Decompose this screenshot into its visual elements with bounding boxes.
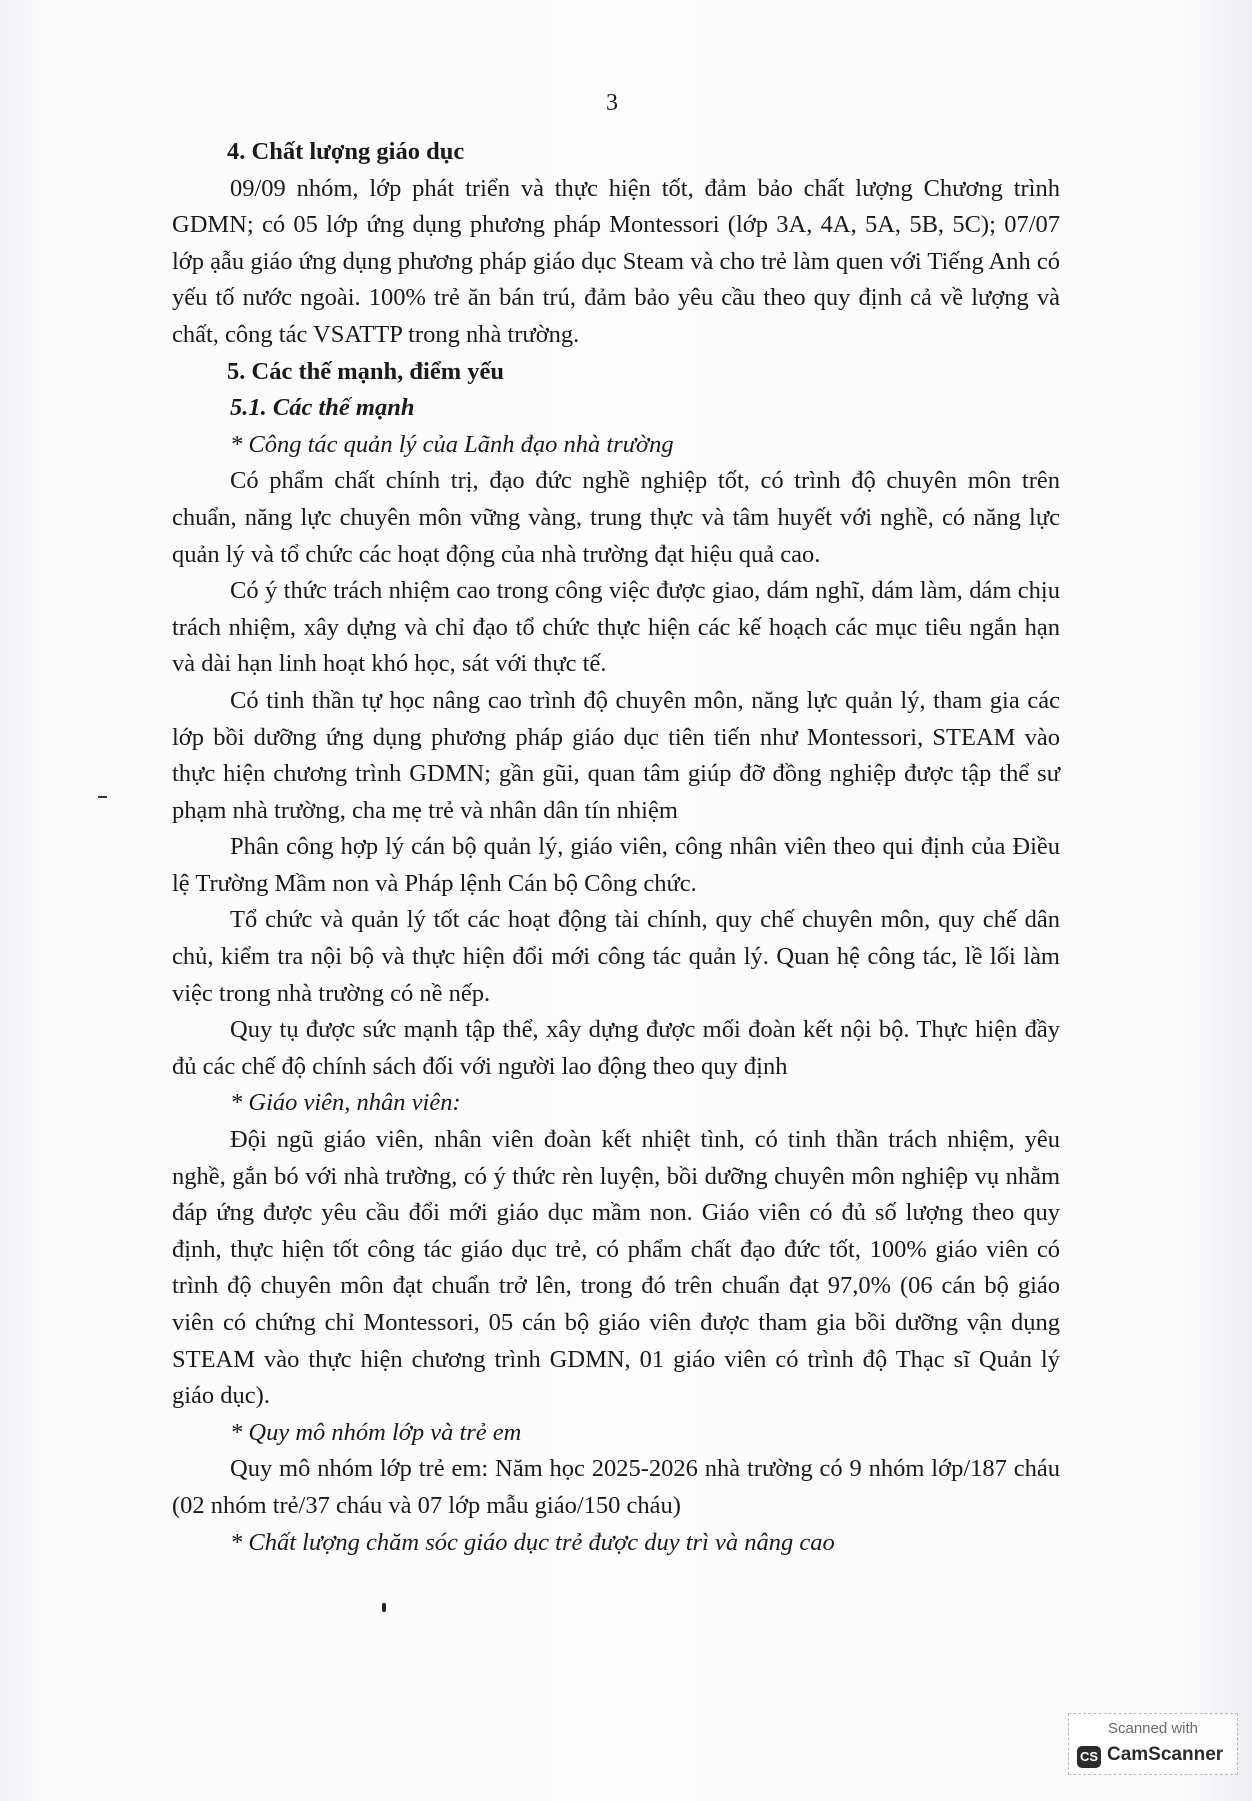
paragraph-self-study: Có tinh thần tự học nâng cao trình độ chuyên môn, năng lực quản lý, tham gia các lớp bồi dưỡng ứng dụng phương pháp giáo dục tiên tiến như Montessori, STEAM vào thực hiện chương trình GDMN; gần gũi, quan tâm giúp đỡ đồng nghiệp được tập thể sư phạm nhà trường, cha mẹ trẻ và nhân dân tín nhiệm <box>172 686 1060 824</box>
paragraph-teachers-staff: Đội ngũ giáo viên, nhân viên đoàn kết nhiệt tình, có tinh thần trách nhiệm, yêu nghề, gắn bó với nhà trường, có ý thức rèn luyện, bồi dưỡng chuyên môn nghiệp vụ nhằm đáp ứng được yêu cầu đổi mới giáo dục mầm non. Giáo viên có đủ số lượng theo quy định, thực hiện tốt công tác giáo dục trẻ, có phẩm chất đạo đức tốt, 100% giáo viên có trình độ chuyên môn đạt chuẩn trở lên, trong đó trên chuẩn đạt 97,0% (06 cán bộ giáo viên có chứng chỉ Montessori, 05 cán bộ giáo viên được tham gia bồi dưỡng vận dụng STEAM vào thực hiện chương trình GDMN, 01 giáo viên có trình độ Thạc sĩ Quản lý giáo dục). <box>172 1126 1060 1410</box>
page-number: 3 <box>606 90 618 116</box>
paragraph-responsibility: Có ý thức trách nhiệm cao trong công việc được giao, dám nghĩ, dám làm, dám chịu trách nhiệm, xây dựng và chỉ đạo tổ chức thực hiện các kế hoạch các mục tiêu ngắn hạn và dài hạn linh hoạt khó học, sát với thực tế. <box>172 577 1060 678</box>
subheading-class-scale: * Quy mô nhóm lớp và trẻ em <box>230 1418 522 1446</box>
document-body <box>172 134 1060 1561</box>
paragraph-political-quality: Có phẩm chất chính trị, đạo đức nghề nghiệp tốt, có trình độ chuyên môn trên chuẩn, năng lực chuyên môn vững vàng, trung thực và tâm huyết với nghề, có năng lực quản lý và tổ chức các hoạt động của nhà trường đạt hiệu quả cao. <box>172 467 1060 568</box>
subheading-care-quality: * Chất lượng chăm sóc giáo dục trẻ được duy trì và nâng cao <box>230 1528 835 1556</box>
paragraph-collective-strength: Quy tụ được sức mạnh tập thể, xây dựng được mối đoàn kết nội bộ. Thực hiện đầy đủ các chế độ chính sách đối với người lao động theo quy định <box>172 1016 1060 1080</box>
paragraph-class-scale: Quy mô nhóm lớp trẻ em: Năm học 2025-2026 nhà trường có 9 nhóm lớp/187 cháu (02 nhóm trẻ/37 cháu và 07 lớp mẫu giáo/150 cháu) <box>172 1455 1060 1519</box>
camscanner-watermark <box>1068 1713 1238 1775</box>
heading-strengths-weaknesses: 5. Các thế mạnh, điểm yếu <box>227 357 504 385</box>
camscanner-name: CamScanner <box>1107 1744 1224 1765</box>
subheading-management: * Công tác quản lý của Lãnh đạo nhà trường <box>230 430 674 458</box>
paragraph-assignment: Phân công hợp lý cán bộ quản lý, giáo viên, công nhân viên theo qui định của Điều lệ Trường Mầm non và Pháp lệnh Cán bộ Công chức. <box>172 833 1060 897</box>
heading-education-quality: 4. Chất lượng giáo dục <box>227 138 465 165</box>
scanned-with-text: Scanned with <box>1107 1720 1199 1737</box>
margin-mark <box>98 796 107 798</box>
subheading-teachers-staff: * Giáo viên, nhân viên: <box>230 1089 461 1117</box>
paragraph-finance-management: Tổ chức và quản lý tốt các hoạt động tài chính, quy chế chuyên môn, quy chế dân chủ, kiểm tra nội bộ và thực hiện đổi mới công tác quản lý. Quan hệ công tác, lề lối làm việc trong nhà trường có nề nếp. <box>172 906 1060 1007</box>
paragraph-education-quality: 09/09 nhóm, lớp phát triển và thực hiện tốt, đảm bảo chất lượng Chương trình GDMN; có 05 lớp ứng dụng phương pháp Montessori (lớp 3A, 4A, 5A, 5B, 5C); 07/07 lớp ạẫu giáo ứng dụng phương pháp giáo dục Steam và cho trẻ làm quen với Tiếng Anh có yếu tố nước ngoài. 100% trẻ ăn bán trú, đảm bảo yêu cầu theo quy định cả về lượng và chất, công tác VSATTP trong nhà trường. <box>172 174 1060 348</box>
camscanner-logo-icon: CS <box>1077 1746 1101 1768</box>
scan-dot-mark <box>382 1603 386 1612</box>
heading-strengths: 5.1. Các thế mạnh <box>230 394 415 422</box>
